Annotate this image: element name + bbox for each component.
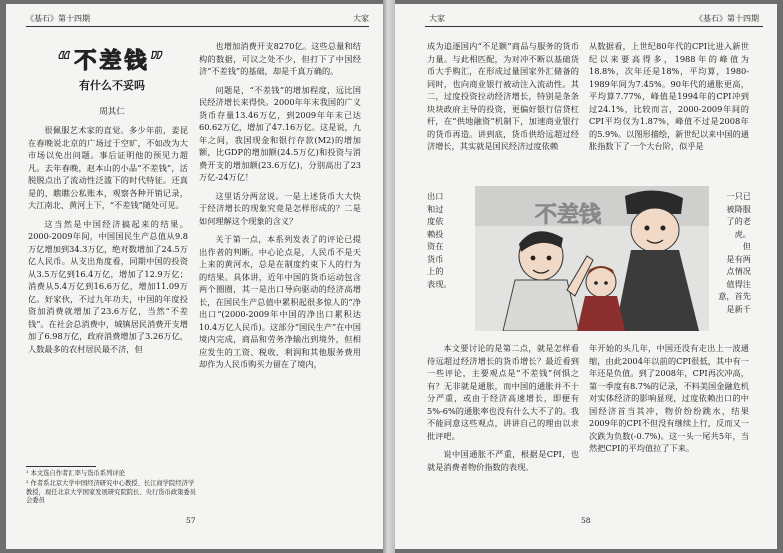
text-line: 和过 [427,203,444,214]
left-header-section: 大家 [353,14,369,23]
text-line: 度依 [427,216,444,226]
text-line: 意，首先 [718,291,751,301]
text-line: 虎。 [734,228,751,239]
cartoon-caption: 不差钱 [535,203,602,228]
right-column-2-bottom: 年开始的头几年，中国还没有走出上一波通缩，由此2004年以前的CPI很低，其中有一年还是负值。到了2008年，CPI再次冲高，第一季度有8.7%的记录，不料美国金融危机对实体经济的影响显现，过度依赖出口的中国经济首当其冲，物价纷纷跳水，结果2009年的CPI不但没有继续上行，反而又一次跌为负数(-0.7%)。这一头一尾共5年，当然把CPI的平均值拉了下来。 [589,343,749,453]
right-column-2-narrow [707,190,751,315]
paragraph: 很佩服艺术家的直觉。多少年前，姜昆在春晚说北京的广场过于空旷，不如改为大市场以免出问题。事后证明他的预见力超凡。去年春晚，赵本山的小品“不差钱”，活脱脱点出了流动性泛滥下的时代特征。还真是的，瞧瞧公私账本，观察各种开销记录，大江南北、黄河上下，“不差钱”随处可见。 [28,125,188,210]
article-title-block [42,44,182,117]
left-column-2 [199,40,361,371]
right-column-2-top: 从数据看，上世纪80年代的CPI比进入新世纪以来要高得多，1988年的峰值为18.8%，次年还是18%，平均算，1980-1989年间为7.45%。90年代的通胀更高，平均算7.77%，峰值是1994年的CPI冲到过24.1%，比较而言，2000-2009年间的CPI平均仅为1.87%，峰值不过是2008年的5.9%。以图形描绘，新世纪以来中国的通胀指数下了一个大台阶，似乎是 [589,41,749,151]
text-line: 货币 [427,253,444,264]
article-subtitle: 有什么不妥吗 [79,79,145,92]
left-header-rule [26,26,369,27]
text-line: 出口 [427,191,444,201]
text-line: 点情况 [726,266,751,276]
text-line: 是新千 [726,303,751,314]
footnote-rule [26,466,96,467]
text-line: 被降服 [726,203,751,214]
text-line: 是有两 [726,253,751,264]
text-line: 上的 [427,266,444,276]
paragraph: 说中国通胀不严重，根据是CPI，也就是消费者物价指数的表现。 [427,449,579,472]
right-header-rule [425,26,763,27]
paragraph: 问题是，“不差钱”的增加程度，远比国民经济增长来得快。2000年年末我国的广义货币存量13.46万亿，到2009年年末已达60.62万亿，增加了47.16万亿。这是说，九年之间，我国现金和银行存款(M2)的增加额，比GDP的增加额(24.5万亿)和投资与消费开支的增加额(23.6万亿)，分别高出了23万亿-24万亿！ [199,84,361,182]
footnote-2: ² 作者系北京大学中国经济研究中心教授、长江商学院经济学教授，现任北京大学国家发展研究院院长、央行货币政策委员会委员 [26,480,197,505]
paragraph: 关于第一点，本系列发表了的评论已提出作者的判断。中心论点是，人民币不是天上来的黄河水，总是在制度约束下人的行为的结果。具体讲，近年中国的货币运动包含两个圈圈，其一是出口导向驱动的经济高增长，在国民生产总值中累积起很多惊人的“净出口”(2000-2009年中国的净出口累积达10.4万亿人民币)。这部分“国民生产”在中国境内完成，商品和劳务净输出到境外，但相应发生的工资、税收、利润和其他服务费用却作为人民币购买力留在了境内， [199,234,361,369]
paragraph: 也增加消费开支8270亿。这些总量和结构的数据，可议之处不少，但打下了中国经济“不差钱”的基础，却是千真万确的。 [199,41,361,76]
paragraph: 本文要讨论的是第二点，就是怎样看待远超过经济增长的货币增长？最近看到一些评论，主要观点是“不差钱”何惧之有？无非就是通胀，而中国的通胀并不十分严重，或由于经济高速增长，即便有5%-6%的通胀率也没有什么大不了的。我不能同意这些观点，讲讲自己的理由以求批评吧。 [427,343,579,441]
book-gutter [383,0,395,553]
article-author: 周其仁 [99,107,125,117]
paragraph: 这里话分两岔说。一是上述货币大大快于经济增长的现象究竟是怎样形成的？二是如何理解这个现象的含义？ [199,190,361,226]
text-line: 了的老 [726,216,751,226]
page-number-right: 58 [581,516,591,525]
right-column-1-top: 成为追逐国内“不足额”商品与服务的货币力量。与此相匹配，为对冲不断以基础货币大手购汇，在形成过量国家外汇储备的同时，也向商业银行被动注入流动性。其二，过度投资拉动经济增长，特别是条条块块政府主导的投资，更偏好银行信贷杠杆，在“供地融资”机制下，加速商业银行的货币再造。讲到底，货币供给远超过经济增长，其实就是国民经济过度依赖 [427,41,579,151]
right-header-journal: 《基石》第十四期 [695,14,759,23]
left-page [6,4,383,549]
text-line: 赖投 [427,228,444,239]
right-header-section: 大家 [429,14,445,23]
right-column-1-bottom [427,342,579,473]
page-number-left: 57 [186,516,196,525]
text-line: 值得注 [726,278,751,289]
article-title: “不差钱” [57,49,167,74]
text-line: 表现。 [427,278,452,289]
text-line: 一只已 [726,191,751,201]
footnote-1: ¹ 本文选自作者汇率与货币系列评论 [26,470,125,477]
cartoon-illustration [475,186,709,331]
text-line: 但 [742,241,751,251]
text-line: 资在 [427,241,444,251]
right-column-1-narrow [427,190,457,290]
left-column-1 [28,124,188,355]
paragraph: 这当然是中国经济搞起来的结果。2000-2009年间，中国国民生产总值从9.8万亿增加到34.3万亿，绝对数增加了24.5万亿人民币。从支出角度看，同期中国的投资从3.5万亿到16.4万亿，增加了12.9万亿；消费从5.4万亿到16.6万亿，增加11.09万亿。好家伙，不过九年功夫，中国的年度投资加消费就增加了23.6万亿，当然“不差钱”。在社会总消费中，城镇居民消费开支增加了6.98万亿，政府消费增加了3.26万亿，人数最多的农村居民最不济，但 [28,218,188,354]
left-header-journal: 《基石》第十四期 [26,14,90,23]
